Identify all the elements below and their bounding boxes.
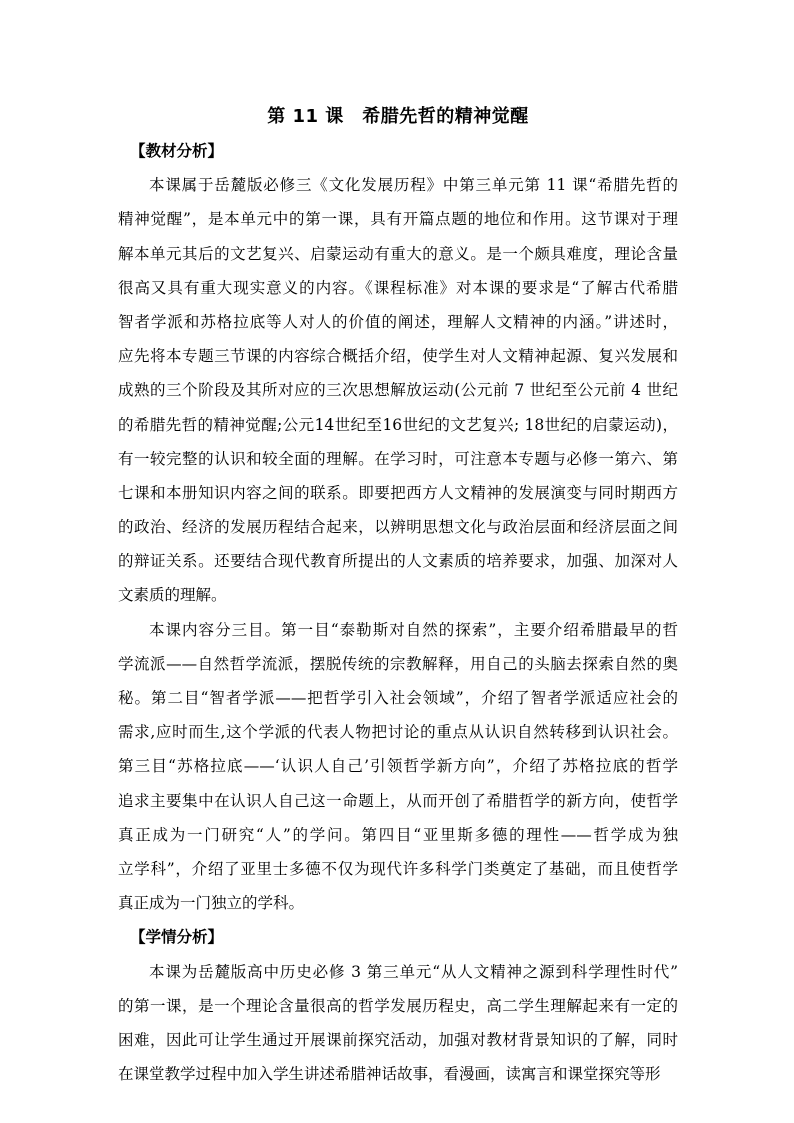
section-heading: 【学情分析】 — [130, 928, 224, 947]
paragraph-line: 本课内容分三目。第一目“泰勒斯对自然的探索”，主要介绍希腊最早的哲 — [149, 620, 678, 639]
paragraph-line: 需求,应时而生,这个学派的代表人物把讨论的重点从认识自然转移到认识社会。 — [118, 723, 678, 742]
paragraph-line: 真正成为一门研究“人”的学问。第四目“亚里斯多德的理性——哲学成为独 — [118, 825, 678, 844]
paragraph-line: 第三目“苏格拉底——‘认识人自己’引领哲学新方向”，介绍了苏格拉底的哲学 — [118, 757, 678, 776]
paragraph-line: 文素质的理解。 — [118, 586, 227, 605]
document-page — [118, 100, 678, 1091]
paragraph — [118, 955, 678, 1092]
paragraph-line: 困难，因此可让学生通过开展课前探究活动，加强对教材背景知识的了解，同时 — [118, 1030, 678, 1049]
paragraph-line: 本课属于岳麓版必修三《文化发展历程》中第三单元第 11 课“希腊先哲的 — [149, 176, 678, 195]
paragraph-line: 秘。第二目“智者学派——把哲学引入社会领域”，介绍了智者学派适应社会的 — [118, 689, 678, 707]
paragraph-line: 的辩证关系。还要结合现代教育所提出的人文素质的培养要求，加强、加深对人 — [118, 552, 678, 571]
paragraph-line: 的希腊先哲的精神觉醒;公元14世纪至16世纪的文艺复兴; 18世纪的启蒙运动)， — [118, 415, 678, 434]
document-title: 第 11 课 希腊先哲的精神觉醒 — [267, 106, 529, 127]
paragraph-line: 在课堂教学过程中加入学生讲述希腊神话故事，看漫画，读寓言和课堂探究等形 — [118, 1065, 661, 1084]
paragraph-line: 成熟的三个阶段及其所对应的三次思想解放运动(公元前 7 世纪至公元前 4 世纪 — [118, 381, 678, 400]
paragraph-line: 七课和本册知识内容之间的联系。即要把西方人文精神的发展演变与同时期西方 — [118, 483, 678, 502]
section-heading: 【教材分析】 — [130, 142, 224, 160]
paragraph-line: 有一较完整的认识和较全面的理解。在学习时，可注意本专题与必修一第六、第 — [118, 449, 678, 468]
paragraph-line: 本课为岳麓版高中历史必修 3 第三单元“从人文精神之源到科学理性时代” — [149, 962, 678, 981]
paragraph-line: 解本单元其后的文艺复兴、启蒙运动有重大的意义。是一个颇具难度，理论含量 — [118, 244, 678, 263]
paragraph-line: 立学科”，介绍了亚里士多德不仅为现代许多科学门类奠定了基础，而且使哲学 — [118, 859, 678, 878]
paragraph — [118, 168, 678, 612]
paragraph-line: 真正成为一门独立的学科。 — [118, 894, 305, 913]
paragraph-line: 追求主要集中在认识人自己这一命题上，从而开创了希腊哲学的新方向，使哲学 — [118, 791, 678, 810]
paragraph-line: 很高又具有重大现实意义的内容。《课程标准》对本课的要求是“了解古代希腊 — [118, 278, 678, 297]
paragraph-line: 应先将本专题三节课的内容综合概括介绍，使学生对人文精神起源、复兴发展和 — [118, 347, 678, 366]
paragraph-line: 学流派——自然哲学流派，摆脱传统的宗教解释，用自己的头脑去探索自然的奥 — [118, 654, 678, 673]
paragraph-line: 的政治、经济的发展历程结合起来，以辨明思想文化与政治层面和经济层面之间 — [118, 518, 678, 537]
paragraph-line: 智者学派和苏格拉底等人对人的价值的阐述，理解人文精神的内涵。”讲述时， — [118, 312, 678, 331]
paragraph — [118, 613, 678, 921]
document-body — [118, 134, 678, 1091]
paragraph-line: 精神觉醒”，是本单元中的第一课，具有开篇点题的地位和作用。这节课对于理 — [118, 210, 678, 229]
paragraph-line: 的第一课，是一个理论含量很高的哲学发展历程史，高二学生理解起来有一定的 — [118, 996, 678, 1015]
